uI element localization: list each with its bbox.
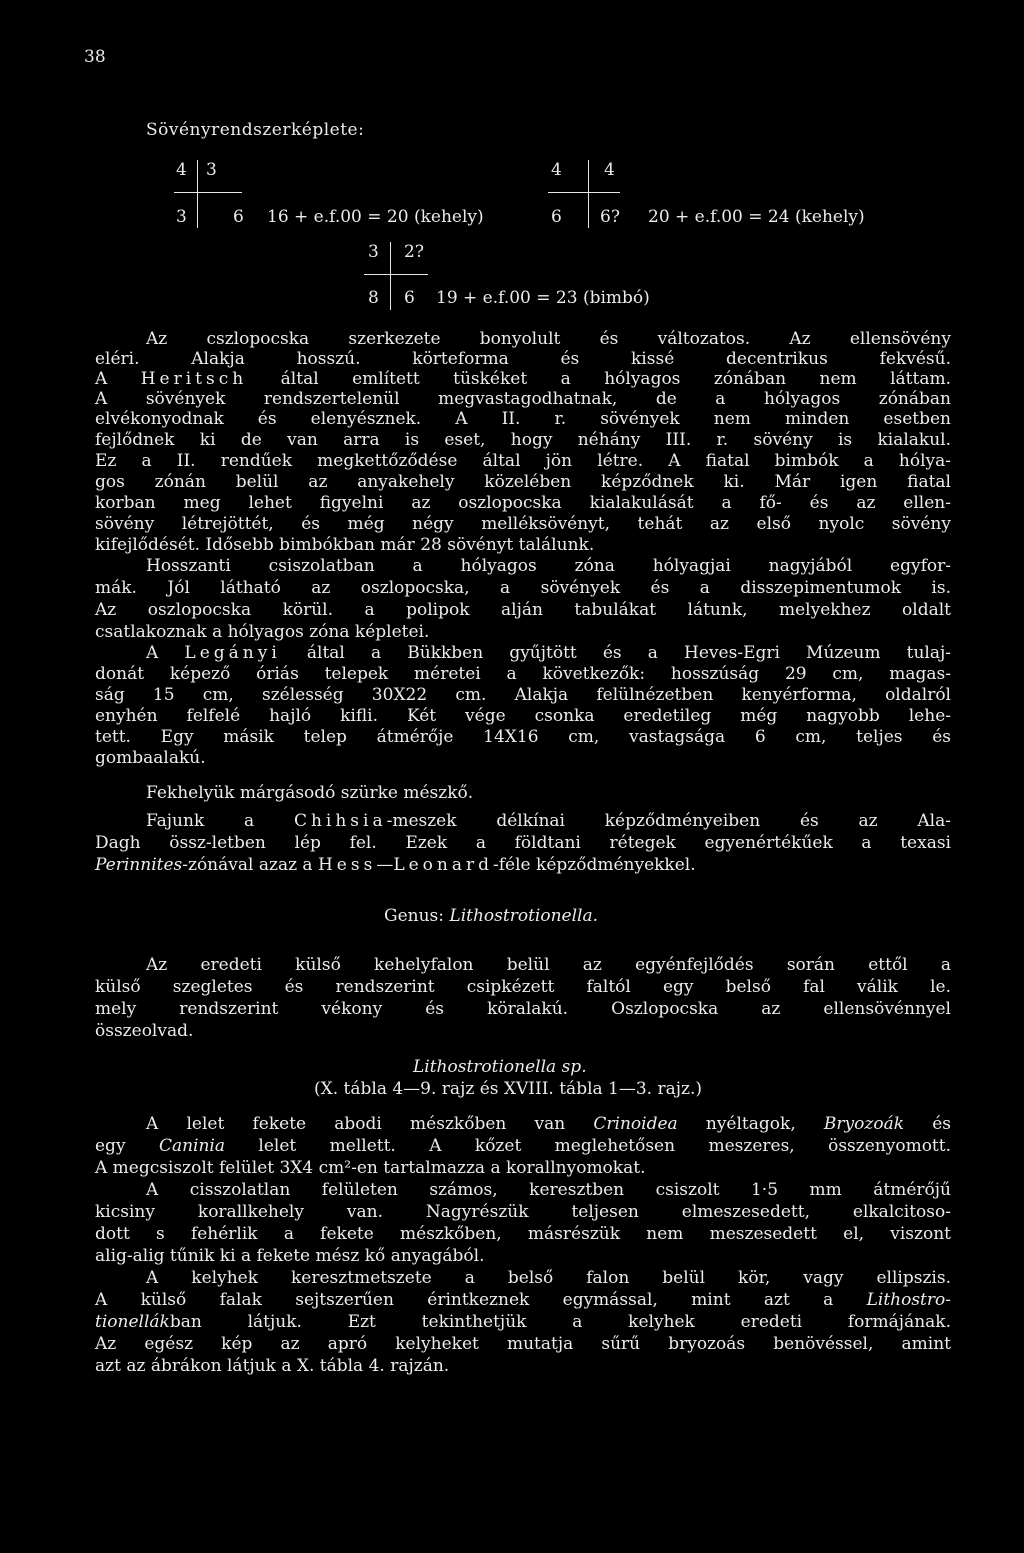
- formula-3-top-left: 3: [368, 242, 379, 262]
- text-line: Az egész kép az apró kelyheket mutatja sűrű bryozoás benövéssel, amint: [95, 1334, 951, 1354]
- formula-1-bottom-left: 3: [176, 207, 187, 227]
- text-line: A Heritsch által említett tüskéket a hólyagos zónában nem láttam.: [95, 369, 952, 389]
- taxon-name: Crinoidea: [593, 1114, 678, 1134]
- formula-3-hline: [364, 274, 428, 275]
- text-line: Dagh össz-letben lép fel. Ezek a földtani rétegek egyenértékűek a texasi: [95, 833, 951, 853]
- text-line: tett. Egy másik telep átmérője 14X16 cm, vastagsága 6 cm, teljes és: [95, 727, 951, 747]
- text-line: mák. Jól látható az oszlopocska, a sövények és a disszepimentumok is.: [95, 578, 951, 598]
- formula-1-top-left: 4: [176, 160, 187, 180]
- text-line: tionellákban látjuk. Ezt tekinthetjük a kelyhek eredeti formájának.: [95, 1312, 951, 1332]
- author-name: Leonard: [393, 855, 494, 875]
- taxon-name: Caninia: [158, 1136, 226, 1156]
- text-line: elvékonyodnak és elenyésznek. A II. r. sövények nem minden esetben: [95, 409, 951, 429]
- taxon-name: tionellák: [95, 1312, 170, 1332]
- text-line: A kelyhek keresztmetszete a belső falon belül kör, vagy ellipszis.: [146, 1268, 951, 1288]
- text-line: ság 15 cm, szélesség 30X22 cm. Alakja felülnézetben kenyérforma, oldalról: [95, 685, 951, 705]
- text-line: eléri. Alakja hosszú. körteforma és kissé decentrikus fekvésű.: [95, 349, 951, 369]
- formation-name: Chihsia: [293, 811, 387, 831]
- formula-1-vline: [197, 160, 198, 228]
- formula-3-top-right: 2?: [404, 242, 424, 262]
- text-line: A megcsiszolt felület 3X4 cm²-en tartalmazza a korallnyomokat.: [95, 1158, 646, 1178]
- text-line: A lelet fekete abodi mészkőben van Crinoidea nyéltagok, Bryozoák és: [146, 1114, 951, 1134]
- text-line: Fajunk a Chihsia-meszek délkínai képződményeiben és az Ala-: [146, 811, 951, 831]
- text-line: összeolvad.: [95, 1021, 194, 1041]
- text-line: A külső falak sejtszerűen érintkeznek egymással, mint azt a Lithostro-: [95, 1290, 951, 1310]
- text-line: kifejlődését. Idősebb bimbókban már 28 sövényt találunk.: [95, 535, 595, 555]
- text-line: Az oszlopocska körül. a polipok alján tabulákat látunk, melyekhez oldalt: [95, 600, 951, 620]
- formula-2-hline: [548, 192, 620, 193]
- text-line: Perinnites-zónával azaz a Hess—Leonard-féle képződményekkel.: [95, 855, 696, 875]
- taxon-name: Bryozoák: [823, 1114, 905, 1134]
- text-line: dott s fehérlik a fekete mészkőben, másrészük nem meszesedett el, viszont: [95, 1224, 951, 1244]
- text-line: gombaalakú.: [95, 748, 206, 768]
- text-line: A cisszolatlan felületen számos, keresztben csiszolt 1·5 mm átmérőjű: [146, 1180, 951, 1200]
- text-line: Hosszanti csiszolatban a hólyagos zóna hólyagjai nagyjából egyfor-: [146, 556, 951, 576]
- text-line: kicsiny korallkehely van. Nagyrészük teljesen elmeszesedett, elkalcitoso-: [95, 1202, 951, 1222]
- text-line: donát képező óriás telepek méretei a következők: hosszúság 29 cm, magas-: [95, 664, 951, 684]
- paragraph-locality: Fekhelyük márgásodó szürke mészkő.: [146, 783, 474, 803]
- author-name: Hess: [317, 855, 377, 875]
- formula-2-bottom-left: 6: [551, 207, 562, 227]
- text-line: külső szegletes és rendszerint csipkézett faltól egy belső fal válik le.: [95, 977, 951, 997]
- formula-3-vline: [390, 242, 391, 310]
- formula-3-result: 19 + e.f.00 = 23 (bimbó): [436, 288, 650, 308]
- text-line: A Legányi által a Bükkben gyűjtött és a Heves-Egri Múzeum tulaj-: [146, 643, 951, 663]
- formula-2-result: 20 + e.f.00 = 24 (kehely): [648, 207, 865, 227]
- text-line: csatlakoznak a hólyagos zóna képletei.: [95, 622, 430, 642]
- text-line: alig-alig tűnik ki a fekete mész kő anyagából.: [95, 1246, 485, 1266]
- species-reference: (X. tábla 4—9. rajz és XVIII. tábla 1—3. rajz.): [314, 1079, 703, 1099]
- text-line: enyhén felfelé hajló kifli. Két vége csonka eredetileg még nagyobb lehe-: [95, 706, 951, 726]
- formula-2-top-right: 4: [604, 160, 615, 180]
- formula-3-bottom-left: 8: [368, 288, 379, 308]
- text-line: azt az ábrákon látjuk a X. tábla 4. rajzán.: [95, 1356, 450, 1376]
- text-line: egy Caninia lelet mellett. A kőzet meglehetősen meszeres, összenyomott.: [95, 1136, 952, 1156]
- formula-1-result: 16 + e.f.00 = 20 (kehely): [267, 207, 484, 227]
- formula-heading: Sövényrendszerképlete:: [146, 120, 365, 140]
- genus-name: Lithostrotionella.: [449, 906, 598, 926]
- text-line: fejlődnek ki de van arra is eset, hogy néhány III. r. sövény is kialakul.: [95, 430, 951, 450]
- text-line: Az eredeti külső kehelyfalon belül az egyénfejlődés során ettől a: [146, 955, 951, 975]
- species-heading: Lithostrotionella sp.: [413, 1057, 587, 1077]
- text-line: mely rendszerint vékony és köralakú. Oszlopocska az ellensövénnyel: [95, 999, 951, 1019]
- page-number: 38: [84, 47, 106, 67]
- genus-heading: Genus: Lithostrotionella.: [384, 906, 598, 926]
- formula-3-bottom-right: 6: [404, 288, 415, 308]
- text-line: sövény létrejöttét, és még négy melléksövényt, tehát az első nyolc sövény: [95, 514, 951, 534]
- formula-1-top-right: 3: [206, 160, 217, 180]
- text-line: gos zónán belül az anyakehely közelében képződnek ki. Már igen fiatal: [95, 472, 951, 492]
- taxon-name: Lithostro-: [866, 1290, 951, 1310]
- author-name: Heritsch: [140, 369, 248, 389]
- author-name: Legányi: [184, 643, 281, 663]
- formula-2-bottom-right: 6?: [600, 207, 620, 227]
- zone-name: Perinnites: [95, 855, 183, 875]
- text-line: Az cszlopocska szerkezete bonyolult és változatos. Az ellensövény: [146, 329, 951, 349]
- formula-1-bottom-right: 6: [233, 207, 244, 227]
- formula-1-hline: [174, 192, 242, 193]
- text-line: A sövények rendszertelenül megvastagodhatnak, de a hólyagos zónában: [95, 389, 951, 409]
- formula-2-top-left: 4: [551, 160, 562, 180]
- text-line: korban meg lehet figyelni az oszlopocska kialakulását a fő- és az ellen-: [95, 493, 951, 513]
- text-line: Ez a II. rendűek megkettőződése által jön létre. A fiatal bimbók a hólya-: [95, 451, 951, 471]
- formula-2-vline: [588, 160, 589, 228]
